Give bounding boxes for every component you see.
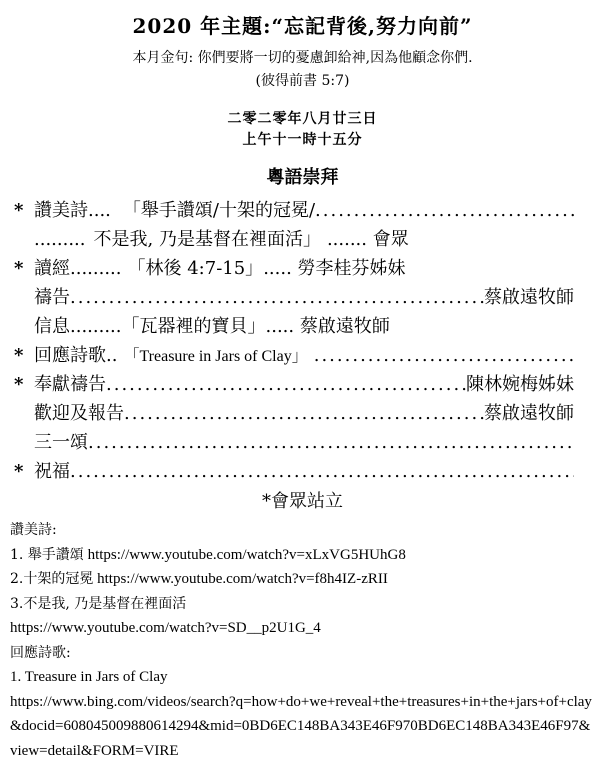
hymn-title: 2.十架的冠冕 <box>10 571 94 587</box>
program-label: 三一頌 <box>34 432 88 453</box>
program-label: 讚美詩.... <box>34 200 111 221</box>
verse-reference: (彼得前書 5:7) <box>255 73 350 89</box>
leader-dots <box>314 345 574 366</box>
program-row-offering <box>14 370 574 399</box>
leader-dots <box>124 403 484 424</box>
hymn-link-1 <box>10 543 595 568</box>
leader-dots <box>70 287 484 308</box>
hymn-links <box>10 518 595 763</box>
program-label: 奉獻禱告 <box>34 374 106 395</box>
program-label: 信息......... <box>34 316 122 337</box>
program-item: 「瓦器裡的寶貝」 <box>121 316 266 337</box>
program-row-response-hymn <box>14 341 574 370</box>
theme-title: 2020 年主題:“忘記背後,努力向前” <box>132 14 473 38</box>
service-time: 上午十一時十五分 <box>242 132 363 148</box>
program-row-hymns <box>14 196 574 225</box>
program-item: 「舉手讚頌/十架的冠冕/ <box>122 200 316 221</box>
program-person: 陳林婉梅姊妹 <box>466 374 574 395</box>
program-item: 「林後 4:7-15」 <box>127 258 264 279</box>
program-item: 「Treasure in Jars of Clay」 <box>123 348 308 365</box>
response-heading: 回應詩歌: <box>10 644 71 661</box>
program-person: 蔡啟遠牧師 <box>484 403 574 424</box>
program-person: 蔡啟遠牧師 <box>484 287 574 308</box>
order-of-worship <box>14 196 574 486</box>
program-row-announcements <box>14 399 574 428</box>
response-hymn-title: 1. Treasure in Jars of Clay <box>10 669 168 685</box>
service-name: 粵語崇拜 <box>266 167 339 188</box>
leader-dots <box>315 200 574 221</box>
hymn-url[interactable]: https://www.youtube.com/watch?v=xLxVG5HUhG8 <box>87 546 406 563</box>
hymn-title: 3.不是我, 乃是基督在裡面活 <box>10 595 187 612</box>
program-person: ....... 會眾 <box>326 229 409 250</box>
response-hymn-url[interactable]: https://www.bing.com/videos/search?q=how+do+we+reveal+the+treasures+in+the+jars+of+clay&docid=608045009880614294&mid=0BD6EC148BA343E46F970BD6EC148BA343E46F97&view=detail&FORM=VIRE <box>10 693 592 759</box>
monthly-verse: 本月金句: 你們要將一切的憂慮卸給神,因為他顧念你們. <box>132 50 473 66</box>
hymn-url[interactable]: https://www.youtube.com/watch?v=SD__p2U1G_4 <box>10 620 321 636</box>
stand-marker: * <box>14 374 24 395</box>
service-date: 二零二零年八月廿三日 <box>227 111 378 127</box>
hymns-heading: 讚美詩: <box>10 522 57 538</box>
leader-dots <box>70 461 574 482</box>
program-label: 禱告 <box>34 287 70 308</box>
leader-dots: ......... <box>34 229 86 250</box>
program-label: 歡迎及報告 <box>34 403 124 424</box>
program-label: 祝福 <box>34 461 70 482</box>
hymn-link-2 <box>10 567 595 592</box>
hymn-url[interactable]: https://www.youtube.com/watch?v=f8h4IZ-zRII <box>97 571 388 587</box>
program-row-prayer <box>14 283 574 312</box>
stand-note: *會眾站立 <box>262 491 343 512</box>
program-row-doxology <box>14 428 574 457</box>
program-label: 讀經......... <box>34 258 122 279</box>
stand-marker: * <box>14 258 24 279</box>
stand-marker: * <box>14 345 24 366</box>
leader-dots <box>88 432 574 453</box>
leader-dots <box>106 374 466 395</box>
stand-marker: * <box>14 461 24 482</box>
program-item: 不是我, 乃是基督在裡面活」 <box>93 229 321 250</box>
stand-marker: * <box>14 200 24 221</box>
program-person: ..... 勞李桂芬姊妹 <box>263 258 406 279</box>
program-row-scripture <box>14 254 574 283</box>
program-row-benediction <box>14 457 574 486</box>
program-row-hymns-cont <box>14 225 574 254</box>
program-person: ..... 蔡啟遠牧師 <box>265 316 390 337</box>
program-row-message <box>14 312 574 341</box>
program-label: 回應詩歌.. <box>34 345 118 366</box>
hymn-title: 1. 舉手讚頌 <box>10 546 84 563</box>
